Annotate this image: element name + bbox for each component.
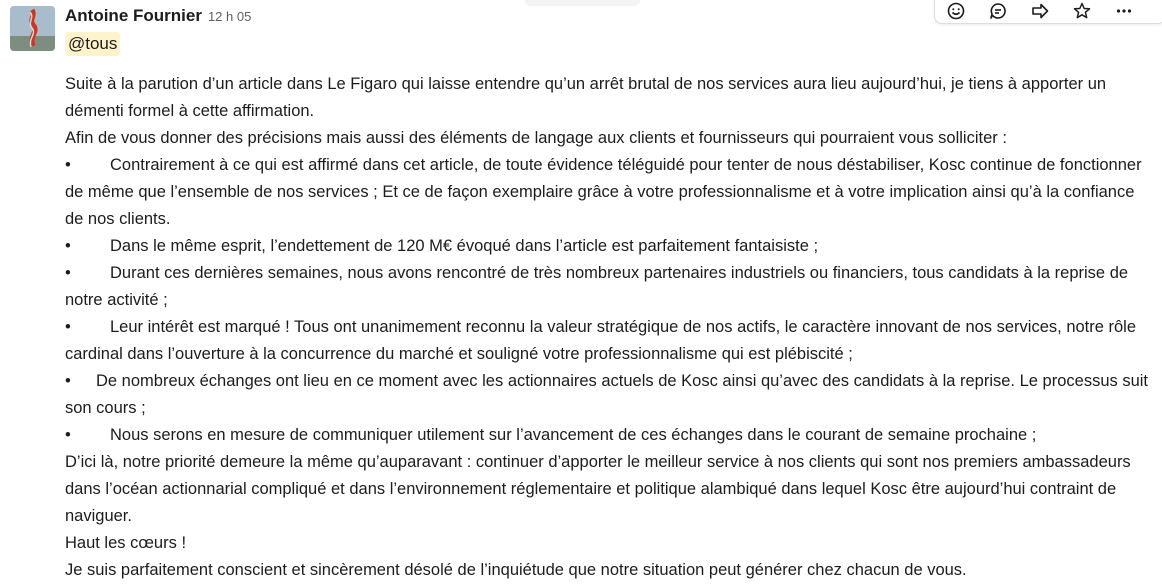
timestamp[interactable]: 12 h 05 (207, 9, 252, 24)
message-header (65, 6, 251, 30)
list-item: • Contrairement à ce qui est affirmé dans cet article, de toute évidence téléguidé pour tenter de nous déstabiliser, Kosc continue de fonctionner de même que l’ensemble de nos services ; Et ce de façon exemplaire grâce à votre professionnalisme et à votre implication ainsi qu’à la confiance de nos clients. (65, 152, 1157, 233)
bullet-icon: • (65, 156, 71, 174)
message-body (65, 71, 1157, 584)
closing-paragraph: D’ici là, notre priorité demeure la même qu’auparavant : continuer d’apporter le meilleur service à nos clients qui sont nos premiers ambassadeurs dans l’océan actionnarial compliqué et dans l’environnement réglementaire et politique alambiqué dans lequel Kosc être aujourd’hui contraint de naviguer. (65, 453, 1131, 525)
reply-thread-icon[interactable] (977, 0, 1019, 25)
emoji-reaction-icon[interactable] (935, 0, 977, 25)
intro-paragraph: Suite à la parution d’un article dans Le Figaro qui laisse entendre qu’un arrêt brutal de nos services aura lieu aujourd’hui, je tiens à apporter un démenti formel à cette affirmation. (65, 75, 1107, 120)
message-actions-toolbar (934, 0, 1162, 24)
bullet-icon: • (65, 372, 71, 390)
star-icon[interactable] (1061, 0, 1103, 25)
bullet-icon: • (65, 426, 71, 444)
list-item: • Nous serons en mesure de communiquer utilement sur l’avancement de ces échanges dans le courant de semaine prochaine ; (65, 422, 1157, 449)
avatar-image (10, 6, 55, 51)
share-forward-icon[interactable] (1019, 0, 1061, 25)
more-actions-icon[interactable] (1103, 0, 1145, 25)
mention-tag[interactable]: @tous (65, 32, 120, 56)
list-item: • Dans le même esprit, l’endettement de 120 M€ évoqué dans l’article est parfaitement fantaisiste ; (65, 233, 1157, 260)
bullet-icon: • (65, 264, 71, 282)
bullet-icon: • (65, 318, 71, 336)
intro-paragraph-2: Afin de vous donner des précisions mais aussi des éléments de langage aux clients et fournisseurs qui pourraient vous solliciter : (65, 129, 1007, 147)
closing-line: Haut les cœurs ! (65, 534, 187, 552)
author-name[interactable]: Antoine Fournier (65, 6, 202, 25)
closing-line-2: Je suis parfaitement conscient et sincèrement désolé de l’inquiétude que notre situation peut générer chez chacun de vous. (65, 561, 967, 579)
list-item: • De nombreux échanges ont lieu en ce moment avec les actionnaires actuels de Kosc ainsi qu’avec des candidats à la reprise. Le processus suit son cours ; (65, 368, 1157, 422)
top-edge-shadow (525, 0, 640, 6)
bullet-icon: • (65, 237, 71, 255)
list-item: • Leur intérêt est marqué ! Tous ont unanimement reconnu la valeur stratégique de nos actifs, le caractère innovant de nos services, notre rôle cardinal dans l’ouverture à la concurrence du marché et souligné votre professionnalisme qui est plébiscité ; (65, 314, 1157, 368)
avatar[interactable] (10, 6, 55, 51)
list-item: • Durant ces dernières semaines, nous avons rencontré de très nombreux partenaires industriels ou financiers, tous candidats à la reprise de notre activité ; (65, 260, 1157, 314)
